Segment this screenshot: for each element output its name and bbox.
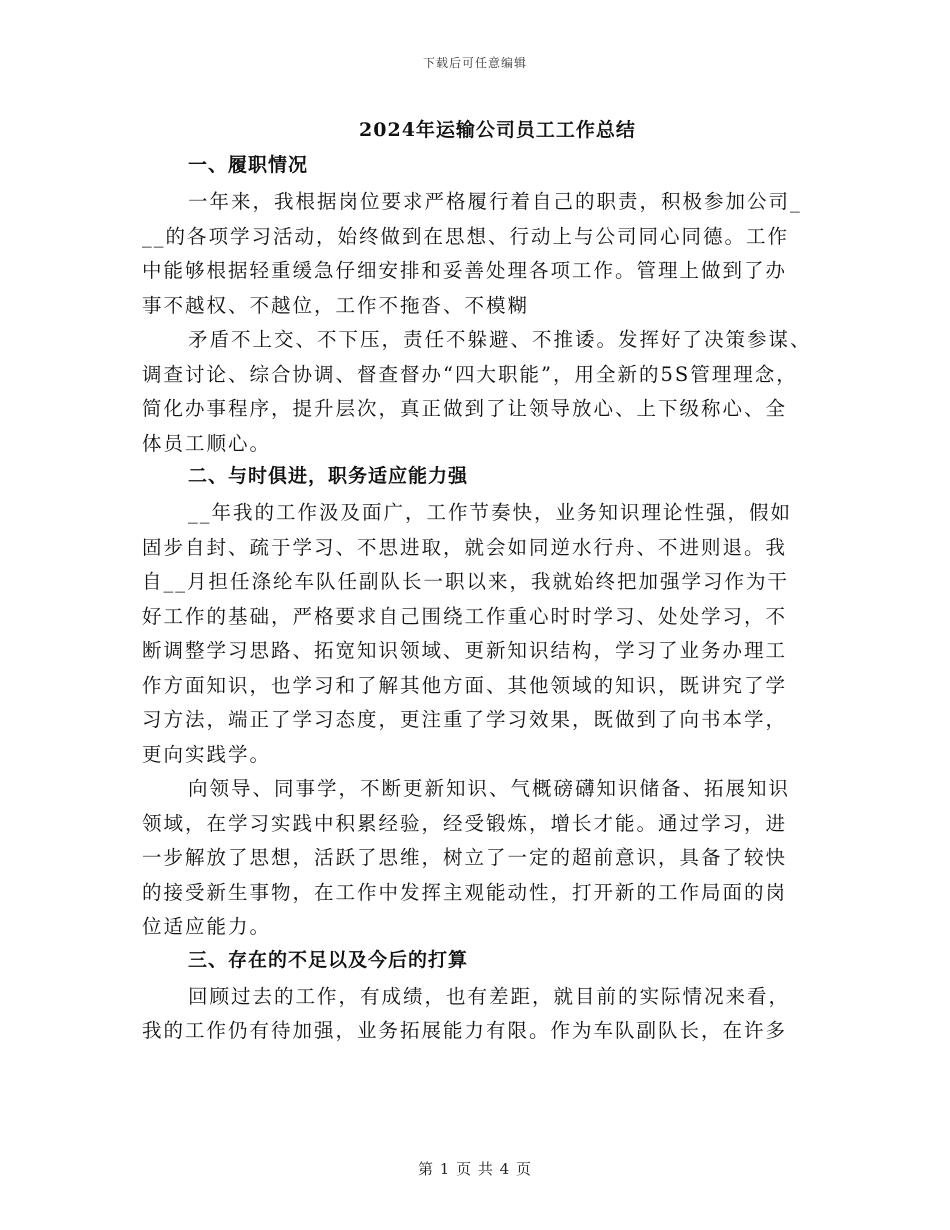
paragraph-line: 向领导、同事学，不断更新知识、气概磅礴知识储备、拓展知识	[188, 777, 791, 800]
paragraph	[142, 185, 822, 323]
paragraph-line: __年我的工作汲及面广，工作节奏快，业务知识理论性强，假如	[188, 501, 793, 524]
paragraph-line: 更向实践学。	[142, 742, 272, 766]
paragraph-line: 的接受新生事物，在工作中发挥主观能动性，打开新的工作局面的岗	[142, 880, 788, 904]
paragraph-line: 调查讨论、综合协调、督查督办“四大职能”，用全新的5S管理理念，	[142, 362, 798, 386]
paragraph-line: 作方面知识，也学习和了解其他方面、其他领域的知识，既讲究了学	[142, 673, 788, 697]
paragraph-line: __的各项学习活动，始终做到在思想、行动上与公司同心同德。工作	[142, 224, 790, 248]
paragraph-line: 领域，在学习实践中积累经验，经受锻炼，增长才能。通过学习，进	[142, 811, 788, 835]
page-footer: 第 1 页 共 4 页	[418, 1160, 532, 1178]
paragraph	[142, 496, 822, 772]
paragraph-line: 简化办事程序，提升层次，真正做到了让领导放心、上下级称心、全	[142, 397, 788, 420]
page-title: 2024年运输公司员工工作总结	[359, 119, 636, 141]
paragraph-line: 好工作的基础，严格要求自己围绕工作重心时时学习、处处学习，不	[142, 604, 788, 628]
paragraph-line: 中能够根据轻重缓急仔细安排和妥善处理各项工作。管理上做到了办	[142, 259, 788, 282]
paragraph-line: 矛盾不上交、不下压，责任不躲避、不推诿。发挥好了决策参谋、	[188, 328, 812, 351]
paragraph	[142, 323, 822, 461]
paragraph-line: 一年来，我根据岗位要求严格履行着自己的职责，积极参加公司_	[188, 190, 802, 213]
paragraph-line: 事不越权、不越位，工作不拖沓、不模糊	[142, 293, 530, 317]
paragraph-line: 位适应能力。	[142, 915, 272, 938]
section-heading-3: 三、存在的不足以及今后的打算	[188, 948, 469, 971]
paragraph-line: 断调整学习思路、拓宽知识领域、更新知识结构，学习了业务办理工	[142, 639, 788, 662]
document-body	[142, 150, 822, 1049]
header-note: 下载后可任意编辑	[422, 56, 527, 70]
paragraph-line: 一步解放了思想，活跃了思维，树立了一定的超前意识，具备了较快	[142, 846, 788, 869]
paragraph	[142, 772, 822, 945]
paragraph-line: 回顾过去的工作，有成绩，也有差距，就目前的实际情况来看，	[188, 984, 791, 1008]
paragraph	[142, 980, 822, 1049]
paragraph-line: 习方法，端正了学习态度，更注重了学习效果，既做到了向书本学，	[142, 708, 788, 731]
paragraph-line: 自__月担任涤纶车队任副队长一职以来，我就始终把加强学习作为干	[142, 570, 790, 593]
section-heading-2: 二、与时俱进，职务适应能力强	[188, 465, 469, 487]
paragraph-line: 固步自封、疏于学习、不思进取，就会如同逆水行舟、不进则退。我	[142, 535, 788, 559]
paragraph-line: 体员工顺心。	[142, 431, 272, 455]
paragraph-line: 我的工作仍有待加强，业务拓展能力有限。作为车队副队长，在许多	[142, 1019, 788, 1042]
section-heading-1: 一、履职情况	[188, 154, 309, 176]
